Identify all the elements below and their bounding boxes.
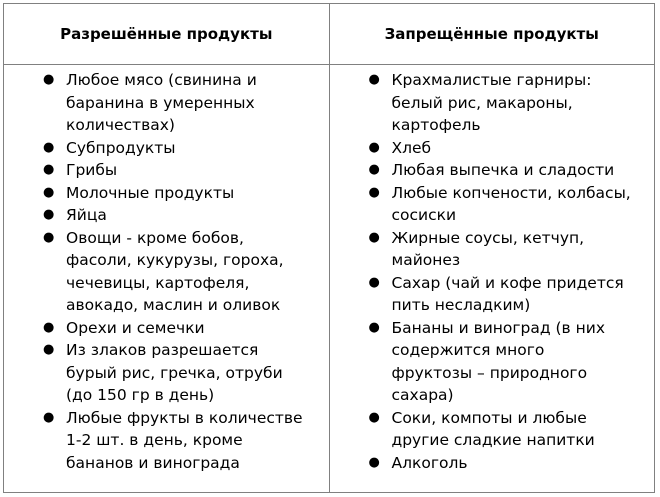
allowed-item bbox=[4, 407, 329, 475]
allowed-item-text: Яйца bbox=[66, 206, 107, 224]
forbidden-list bbox=[330, 69, 655, 474]
forbidden-item bbox=[330, 182, 655, 227]
bullet-icon: ● bbox=[368, 454, 380, 470]
content-row bbox=[4, 65, 655, 493]
allowed-item-text: Субпродукты bbox=[66, 138, 176, 157]
allowed-item bbox=[4, 182, 329, 205]
forbidden-item-text: Крахмалистые гарниры: белый рис, макароны, картофель bbox=[391, 71, 592, 134]
forbidden-header: Запрещённые продукты bbox=[329, 4, 655, 65]
allowed-item-text: Любые фрукты в количестве 1-2 шт. в день, кроме бананов и винограда bbox=[66, 408, 303, 472]
allowed-cell bbox=[4, 65, 330, 493]
bullet-icon: ● bbox=[43, 409, 55, 425]
bullet-icon: ● bbox=[43, 207, 55, 222]
forbidden-item bbox=[330, 159, 655, 182]
bullet-icon: ● bbox=[368, 319, 380, 335]
forbidden-item-text: Жирные соусы, кетчуп, майонез bbox=[391, 228, 585, 269]
forbidden-item-text: Соки, компоты и любые другие сладкие напитки bbox=[391, 408, 595, 449]
forbidden-item bbox=[330, 452, 655, 475]
allowed-item bbox=[4, 137, 329, 160]
forbidden-item bbox=[330, 317, 655, 407]
allowed-list bbox=[4, 69, 329, 474]
forbidden-item-text: Алкоголь bbox=[391, 453, 468, 472]
allowed-item bbox=[4, 159, 329, 182]
forbidden-item-text: Сахар (чай и кофе придется пить несладким) bbox=[391, 273, 624, 314]
bullet-icon: ● bbox=[43, 229, 55, 245]
bullet-icon: ● bbox=[368, 229, 380, 245]
allowed-item bbox=[4, 227, 329, 317]
bullet-icon: ● bbox=[368, 409, 380, 425]
allowed-item bbox=[4, 69, 329, 137]
forbidden-item-text: Любые копчености, колбасы, сосиски bbox=[391, 183, 631, 224]
allowed-item-text: Овощи - кроме бобов, фасоли, кукурузы, гороха, чечевицы, картофеля, авокадо, маслин и оливок bbox=[66, 228, 284, 314]
allowed-item bbox=[4, 339, 329, 407]
allowed-item-text: Любое мясо (свинина и баранина в умеренных количествах) bbox=[66, 71, 257, 134]
forbidden-item bbox=[330, 227, 655, 272]
bullet-icon: ● bbox=[43, 184, 55, 200]
forbidden-item-text: Хлеб bbox=[391, 138, 432, 157]
bullet-icon: ● bbox=[43, 319, 55, 335]
allowed-item-text: Орехи и семечки bbox=[66, 318, 205, 337]
allowed-item-text: Грибы bbox=[66, 161, 118, 179]
forbidden-cell bbox=[329, 65, 655, 493]
forbidden-item-text: Бананы и виноград (в них содержится много фруктозы – природного сахара) bbox=[391, 318, 606, 404]
bullet-icon: ● bbox=[43, 139, 55, 155]
bullet-icon: ● bbox=[43, 72, 55, 87]
allowed-item bbox=[4, 317, 329, 340]
forbidden-item bbox=[330, 137, 655, 160]
bullet-icon: ● bbox=[368, 184, 380, 200]
allowed-item-text: Молочные продукты bbox=[66, 183, 235, 202]
bullet-icon: ● bbox=[368, 162, 380, 177]
bullet-icon: ● bbox=[368, 274, 380, 290]
bullet-icon: ● bbox=[368, 72, 380, 87]
forbidden-item bbox=[330, 272, 655, 317]
bullet-icon: ● bbox=[43, 342, 55, 357]
bullet-icon: ● bbox=[368, 139, 380, 155]
forbidden-item-text: Любая выпечка и сладости bbox=[391, 161, 615, 179]
allowed-item bbox=[4, 204, 329, 227]
forbidden-item bbox=[330, 69, 655, 137]
products-table bbox=[3, 3, 655, 493]
allowed-item-text: Из злаков разрешается бурый рис, гречка, отруби (до 150 гр в день) bbox=[66, 341, 283, 404]
forbidden-item bbox=[330, 407, 655, 452]
bullet-icon: ● bbox=[43, 162, 55, 177]
header-row bbox=[4, 4, 655, 65]
allowed-header: Разрешённые продукты bbox=[4, 4, 330, 65]
